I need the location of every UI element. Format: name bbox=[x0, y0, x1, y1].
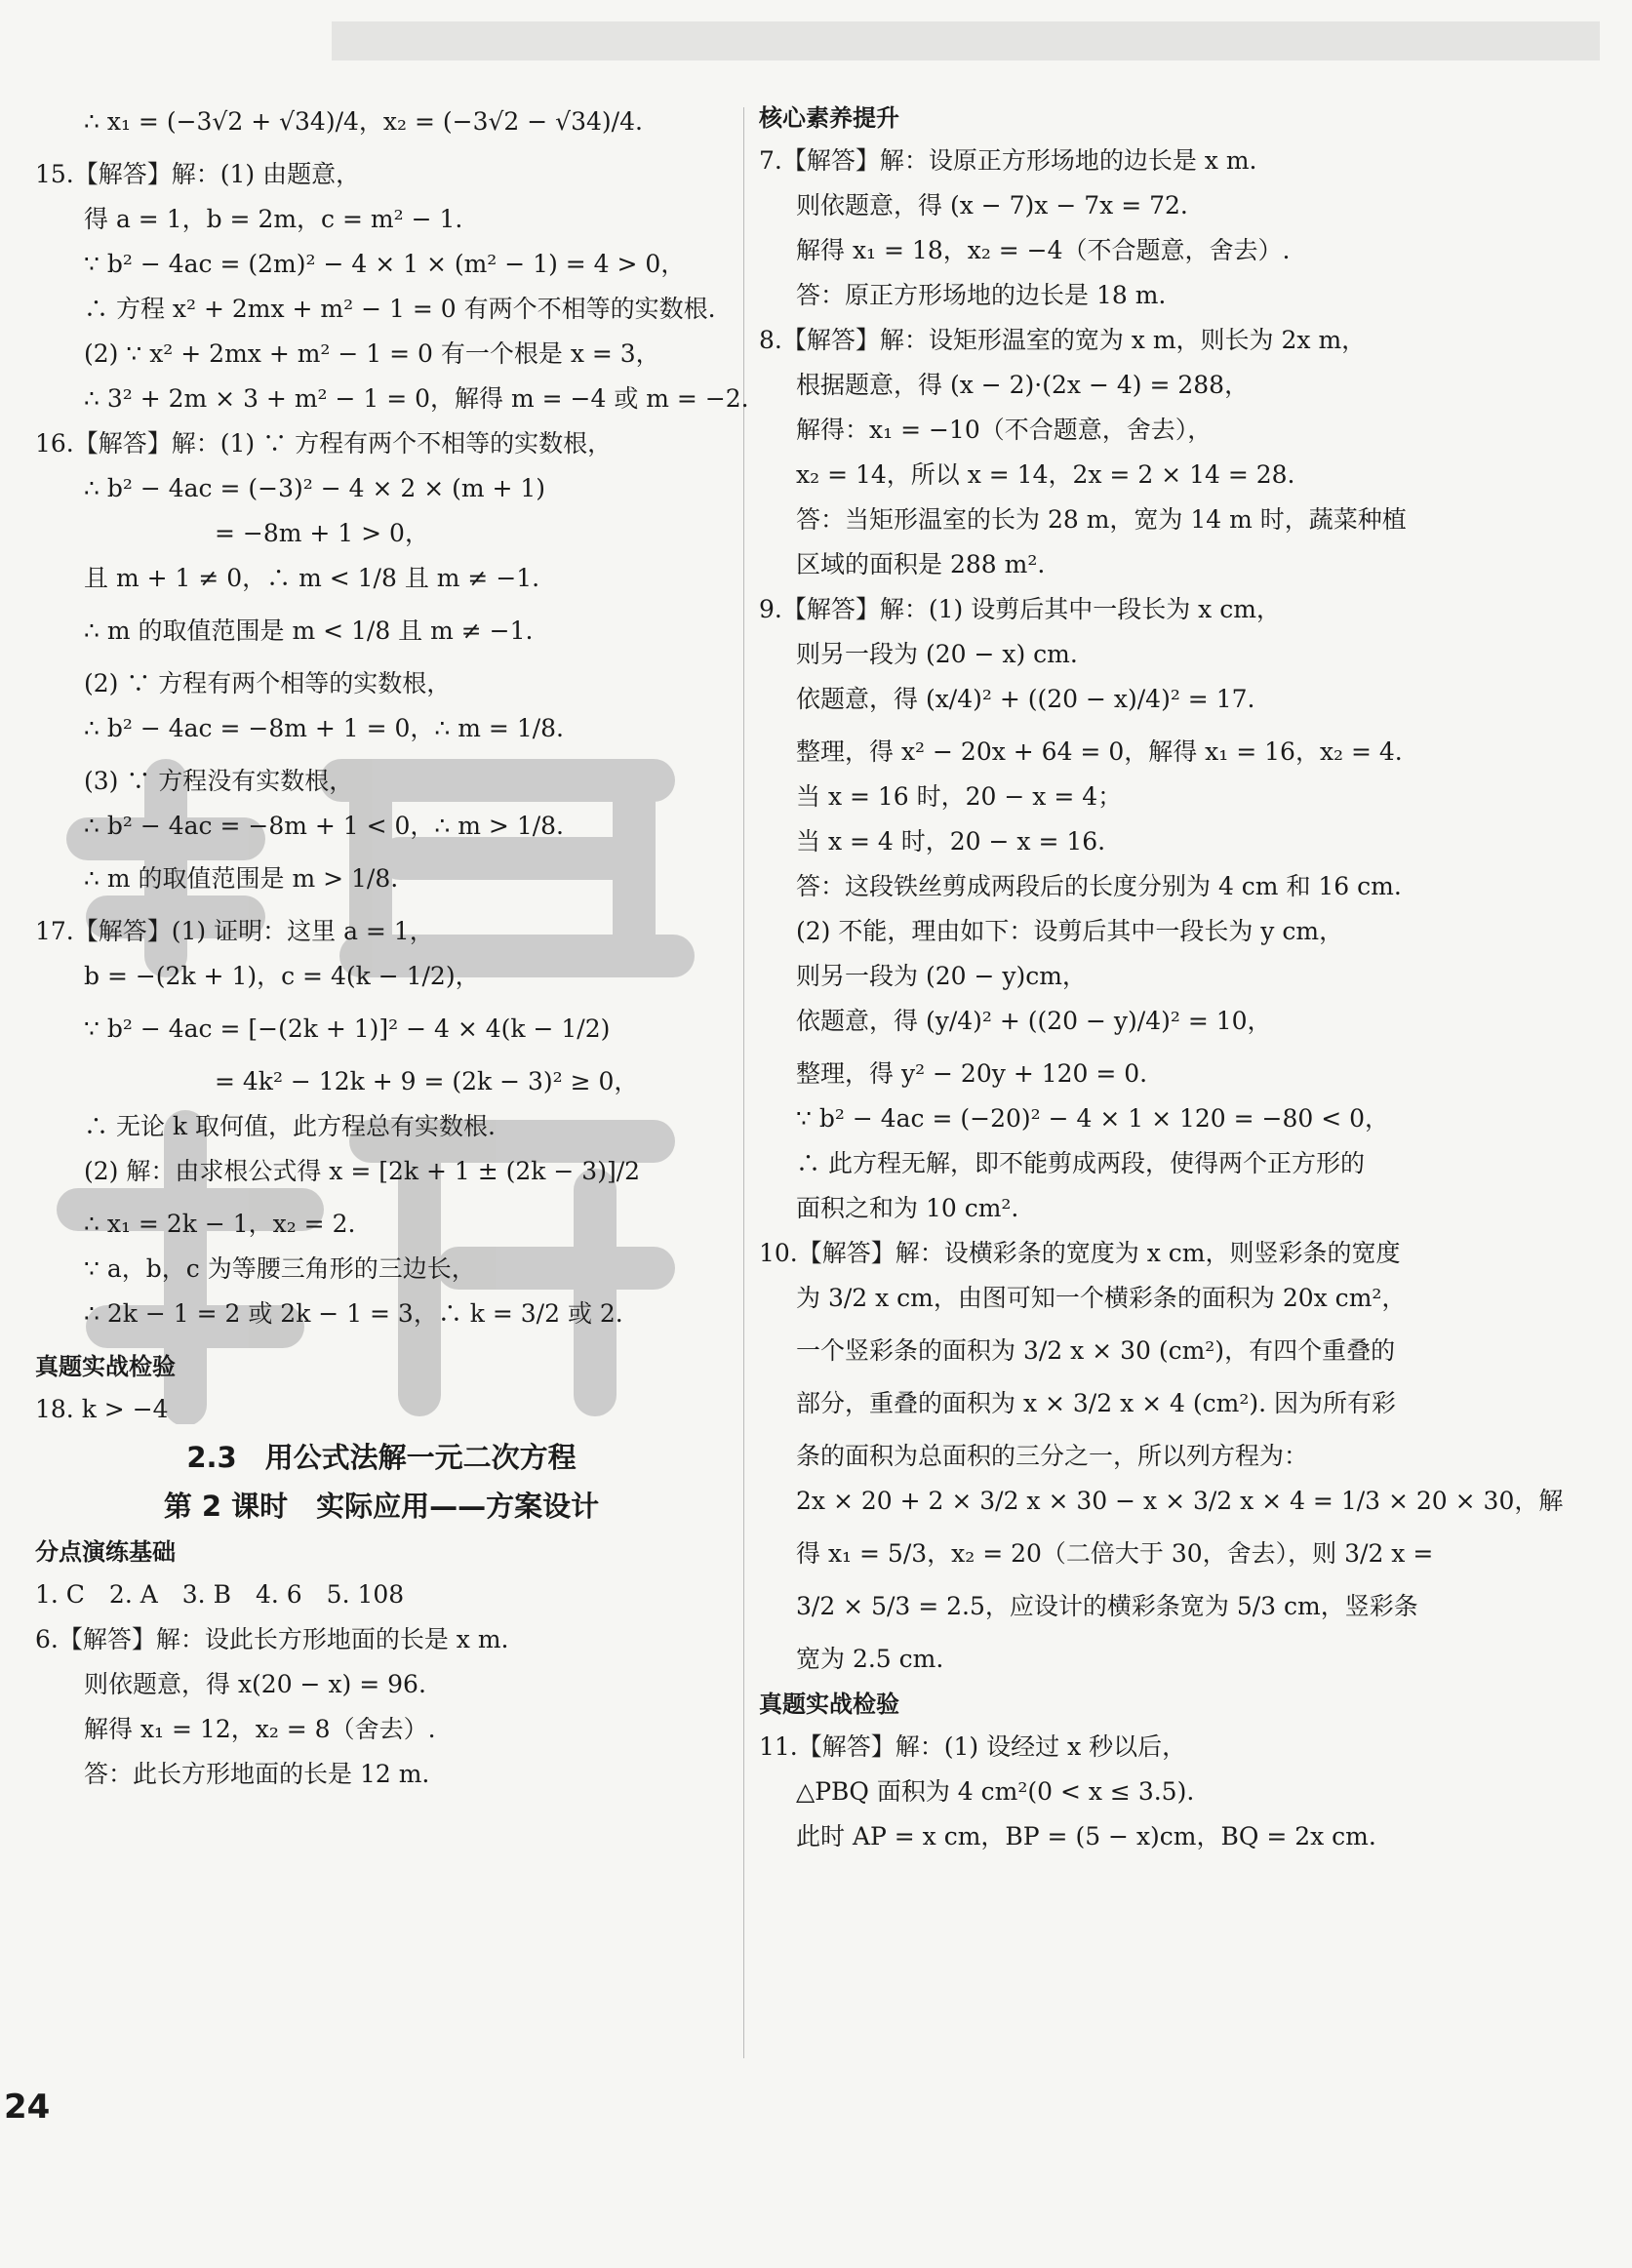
left-text-line: 且 m + 1 ≠ 0，∴ m < 1/8 且 m ≠ −1. bbox=[84, 564, 540, 592]
left-chapter-title: 2.3 用公式法解一元二次方程 bbox=[186, 1441, 577, 1474]
right-text-line: △PBQ 面积为 4 cm²(0 < x ≤ 3.5). bbox=[796, 1777, 1195, 1806]
left-section-heading: 分点演练基础 bbox=[35, 1538, 176, 1566]
right-text-line: 整理，得 x² − 20x + 64 = 0，解得 x₁ = 16，x₂ = 4. bbox=[796, 737, 1403, 766]
right-text-line: 条的面积为总面积的三分之一，所以列方程为： bbox=[796, 1442, 1309, 1470]
left-text-line: 6.【解答】解：设此长方形地面的长是 x m. bbox=[35, 1625, 509, 1653]
left-text-line: (3) ∵ 方程没有实数根， bbox=[84, 767, 354, 795]
left-text-line: 15.【解答】解：(1) 由题意， bbox=[35, 160, 361, 188]
left-chapter-title: 第 2 课时 实际应用——方案设计 bbox=[163, 1490, 600, 1523]
left-text-line: (2) ∵ x² + 2mx + m² − 1 = 0 有一个根是 x = 3， bbox=[84, 339, 660, 368]
right-text-line: x₂ = 14，所以 x = 14，2x = 2 × 14 = 28. bbox=[796, 460, 1295, 489]
left-text-line: 1. C 2. A 3. B 4. 6 5. 108 bbox=[35, 1580, 405, 1609]
right-text-line: 8.【解答】解：设矩形温室的宽为 x m，则长为 2x m， bbox=[759, 326, 1367, 354]
page-number: 24 bbox=[4, 2088, 51, 2127]
left-text-line: 16.【解答】解：(1) ∵ 方程有两个不相等的实数根， bbox=[35, 429, 613, 458]
left-text-line: ∴ 2k − 1 = 2 或 2k − 1 = 3，∴ k = 3/2 或 2. bbox=[84, 1299, 623, 1328]
right-text-line: 得 x₁ = 5/3，x₂ = 20（二倍大于 30，舍去），则 3/2 x = bbox=[796, 1539, 1434, 1568]
left-column bbox=[35, 98, 749, 1805]
left-text-line: ∵ b² − 4ac = [−(2k + 1)]² − 4 × 4(k − 1/2) bbox=[84, 1015, 611, 1043]
left-text-line: (2) ∵ 方程有两个相等的实数根， bbox=[84, 669, 452, 697]
right-text-line: 7.【解答】解：设原正方形场地的边长是 x m. bbox=[759, 146, 1257, 175]
right-text-line: 面积之和为 10 cm². bbox=[796, 1194, 1019, 1222]
right-text-line: 部分，重叠的面积为 x × 3/2 x × 4 (cm²). 因为所有彩 bbox=[796, 1389, 1396, 1417]
right-text-line: 一个竖彩条的面积为 3/2 x × 30 (cm²)，有四个重叠的 bbox=[796, 1336, 1396, 1365]
right-section-heading: 真题实战检验 bbox=[759, 1691, 899, 1718]
left-text-line: ∵ a，b，c 为等腰三角形的三边长， bbox=[84, 1254, 476, 1283]
left-text-line: 17.【解答】(1) 证明：这里 a = 1， bbox=[35, 917, 434, 945]
top-gray-band bbox=[332, 21, 1600, 60]
right-text-line: 答：这段铁丝剪成两段后的长度分别为 4 cm 和 16 cm. bbox=[796, 872, 1402, 900]
right-text-line: 整理，得 y² − 20y + 120 = 0. bbox=[796, 1059, 1148, 1088]
right-text-line: 依题意，得 (x/4)² + ((20 − x)/4)² = 17. bbox=[796, 685, 1255, 713]
right-text-line: 9.【解答】解：(1) 设剪后其中一段长为 x cm， bbox=[759, 595, 1281, 623]
left-text-line: = 4k² − 12k + 9 = (2k − 3)² ≥ 0， bbox=[215, 1067, 639, 1095]
right-text-line: 为 3/2 x cm，由图可知一个横彩条的面积为 20x cm²， bbox=[796, 1284, 1407, 1312]
left-text-line: 解得 x₁ = 12，x₂ = 8（舍去）. bbox=[84, 1715, 436, 1743]
right-text-line: ∴ 此方程无解，即不能剪成两段，使得两个正方形的 bbox=[796, 1149, 1365, 1177]
right-text-line: 答：当矩形温室的长为 28 m，宽为 14 m 时，蔬菜种植 bbox=[796, 505, 1407, 534]
left-text-line: ∴ 无论 k 取何值，此方程总有实数根. bbox=[84, 1112, 496, 1140]
right-text-line: 区域的面积是 288 m². bbox=[796, 550, 1046, 578]
left-text-line: ∴ b² − 4ac = −8m + 1 < 0，∴ m > 1/8. bbox=[84, 812, 565, 840]
left-text-line: b = −(2k + 1)，c = 4(k − 1/2)， bbox=[84, 962, 480, 990]
left-text-line: ∵ b² − 4ac = (2m)² − 4 × 1 × (m² − 1) = 4 > 0， bbox=[84, 250, 686, 278]
left-text-line: ∴ b² − 4ac = −8m + 1 = 0，∴ m = 1/8. bbox=[84, 714, 565, 742]
left-text-line: 18. k > −4 bbox=[35, 1395, 169, 1423]
left-text-line: 答：此长方形地面的长是 12 m. bbox=[84, 1760, 430, 1788]
right-text-line: 11.【解答】解：(1) 设经过 x 秒以后， bbox=[759, 1732, 1187, 1761]
left-text-line: ∴ 3² + 2m × 3 + m² − 1 = 0，解得 m = −4 或 m = −2. bbox=[84, 384, 749, 413]
left-text-line: ∴ 方程 x² + 2mx + m² − 1 = 0 有两个不相等的实数根. bbox=[84, 295, 716, 323]
right-column bbox=[759, 98, 1564, 1867]
right-text-line: 2x × 20 + 2 × 3/2 x × 30 − x × 3/2 x × 4 = 1/3 × 20 × 30，解 bbox=[796, 1487, 1564, 1515]
left-text-line: ∴ m 的取值范围是 m > 1/8. bbox=[84, 864, 399, 893]
left-text-line: 得 a = 1，b = 2m，c = m² − 1. bbox=[84, 205, 463, 233]
right-text-line: 依题意，得 (y/4)² + ((20 − y)/4)² = 10， bbox=[796, 1007, 1272, 1035]
right-text-line: 当 x = 16 时，20 − x = 4； bbox=[796, 782, 1123, 811]
right-text-line: 当 x = 4 时，20 − x = 16. bbox=[796, 827, 1106, 855]
right-text-line: 3/2 × 5/3 = 2.5，应设计的横彩条宽为 5/3 cm，竖彩条 bbox=[796, 1592, 1418, 1620]
left-text-line: ∴ x₁ = 2k − 1，x₂ = 2. bbox=[84, 1210, 356, 1238]
right-text-line: 10.【解答】解：设横彩条的宽度为 x cm，则竖彩条的宽度 bbox=[759, 1239, 1401, 1267]
left-text-line: 则依题意，得 x(20 − x) = 96. bbox=[84, 1670, 426, 1698]
right-text-line: 此时 AP = x cm，BP = (5 − x)cm，BQ = 2x cm. bbox=[796, 1822, 1376, 1850]
left-text-line: (2) 解：由求根公式得 x = [2k + 1 ± (2k − 3)]/2 bbox=[84, 1157, 641, 1185]
right-text-line: 则另一段为 (20 − x) cm. bbox=[796, 640, 1078, 668]
right-text-line: 根据题意，得 (x − 2)·(2x − 4) = 288， bbox=[796, 371, 1250, 399]
right-text-line: 答：原正方形场地的边长是 18 m. bbox=[796, 281, 1167, 309]
right-text-line: 则另一段为 (20 − y)cm， bbox=[796, 962, 1087, 990]
right-section-heading: 核心素养提升 bbox=[759, 104, 899, 132]
left-text-line: = −8m + 1 > 0， bbox=[215, 519, 429, 547]
right-text-line: 解得：x₁ = −10（不合题意，舍去）， bbox=[796, 416, 1213, 444]
right-text-line: 宽为 2.5 cm. bbox=[796, 1645, 944, 1673]
right-text-line: ∵ b² − 4ac = (−20)² − 4 × 1 × 120 = −80 < 0， bbox=[796, 1104, 1390, 1133]
right-text-line: 解得 x₁ = 18，x₂ = −4（不合题意，舍去）. bbox=[796, 236, 1291, 264]
left-text-line: ∴ m 的取值范围是 m < 1/8 且 m ≠ −1. bbox=[84, 617, 534, 645]
left-text-line: ∴ x₁ = (−3√2 + √34)/4，x₂ = (−3√2 − √34)/4. bbox=[84, 107, 643, 136]
right-text-line: 则依题意，得 (x − 7)x − 7x = 72. bbox=[796, 191, 1188, 219]
left-text-line: ∴ b² − 4ac = (−3)² − 4 × 2 × (m + 1) bbox=[84, 474, 546, 502]
left-section-heading: 真题实战检验 bbox=[35, 1353, 176, 1380]
right-text-line: (2) 不能，理由如下：设剪后其中一段长为 y cm， bbox=[796, 917, 1344, 945]
